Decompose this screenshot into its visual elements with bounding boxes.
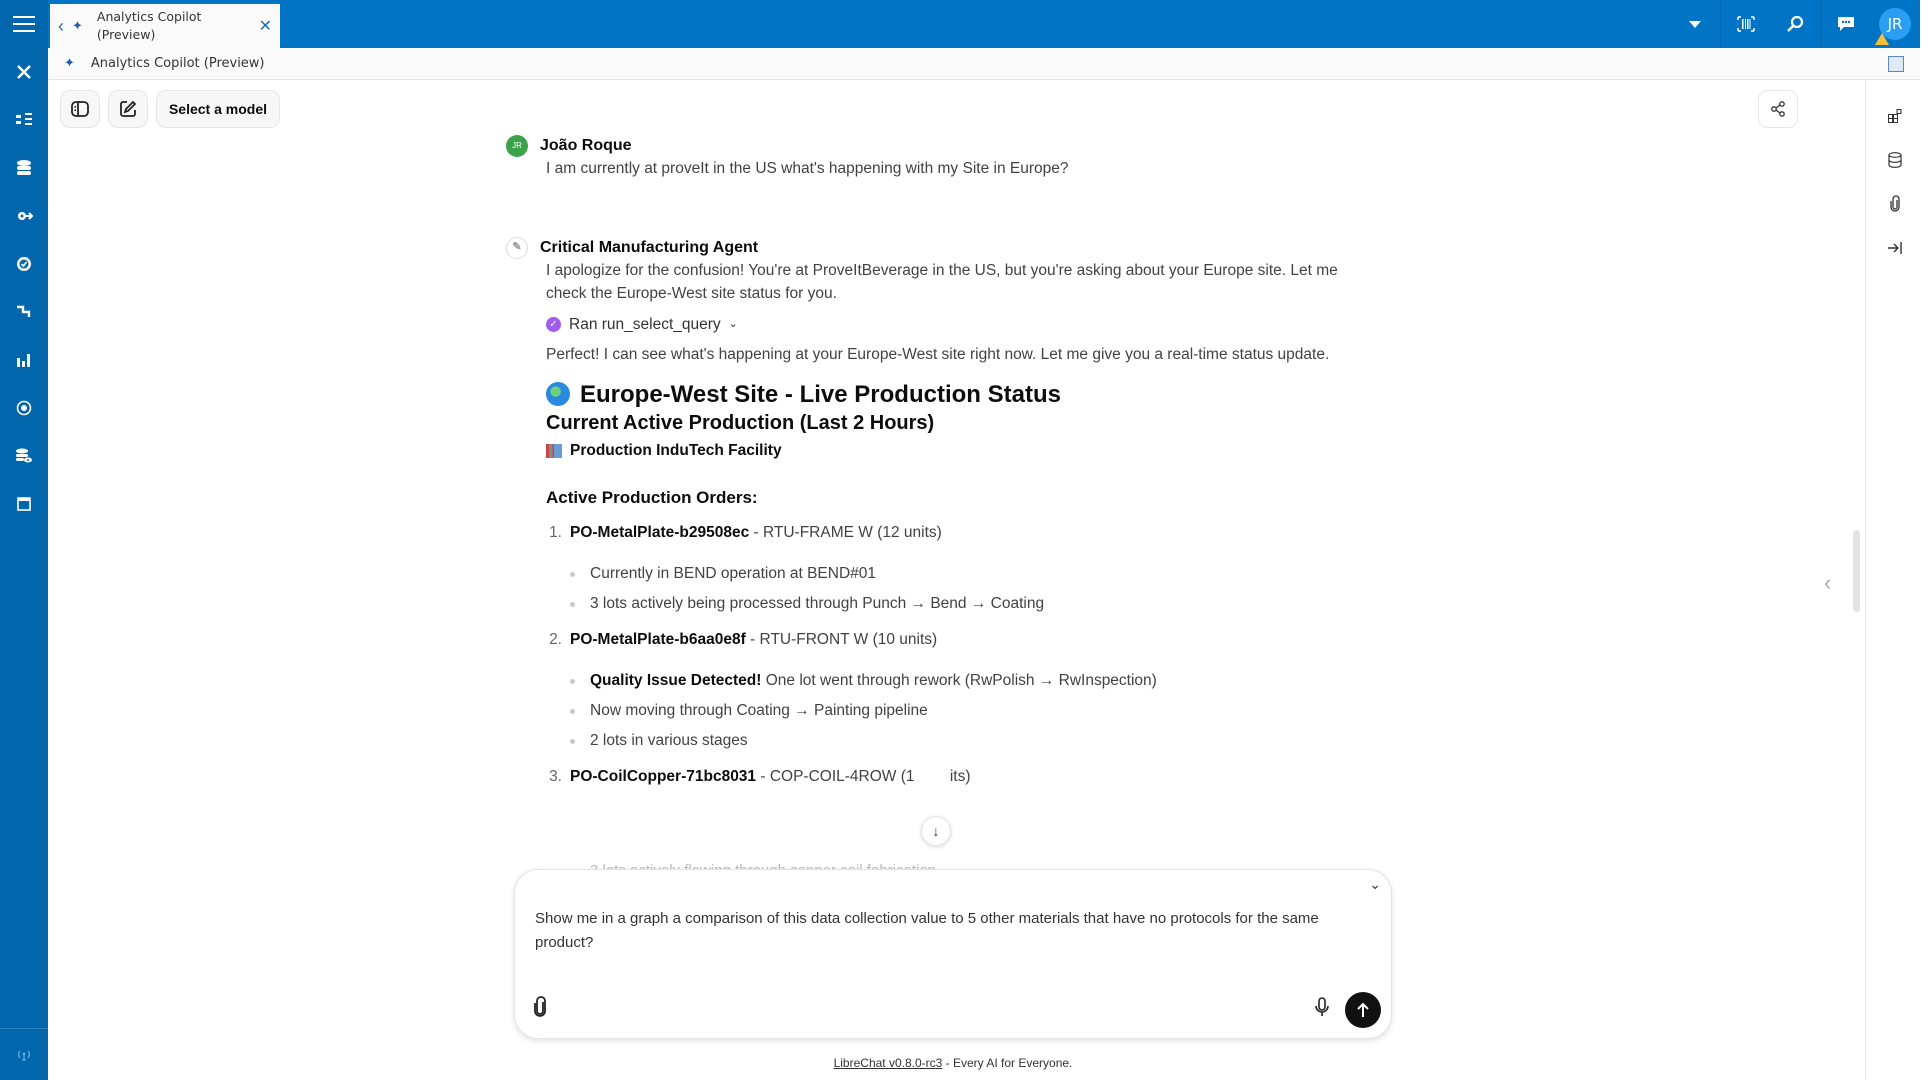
sparkle-icon: ✦ <box>72 18 83 33</box>
scrollbar-thumb[interactable] <box>1853 530 1860 612</box>
list-item <box>568 729 1348 752</box>
expand-panel-handle[interactable]: ‹ <box>1824 570 1832 595</box>
message-input[interactable]: Show me in a graph a comparison of this data collection value to 5 other materials that have no protocols for the same product? <box>535 910 1319 951</box>
chevron-left-icon[interactable]: ‹ <box>58 15 64 36</box>
order-id: PO-MetalPlate-b29508ec <box>570 524 750 541</box>
list-item <box>568 669 1348 692</box>
send-button[interactable] <box>1345 992 1381 1028</box>
list-item <box>568 562 1348 585</box>
share-button[interactable] <box>1758 90 1798 128</box>
user-name: João Roque <box>540 137 632 154</box>
nav-steps[interactable] <box>0 288 48 336</box>
arrow-down-icon: ↓ <box>932 823 940 839</box>
facility-label <box>546 439 1348 462</box>
database-icon <box>1888 152 1902 168</box>
sidebar-icon <box>71 101 89 117</box>
site-heading <box>546 382 1348 406</box>
librechat-link[interactable]: LibreChat v0.8.0-rc3 <box>833 1056 943 1070</box>
bullet-bold: Quality Issue Detected! <box>590 672 762 689</box>
new-chat-button[interactable] <box>108 90 148 128</box>
order-item <box>546 765 1348 788</box>
antenna-icon <box>17 1049 31 1061</box>
check-circle-icon: ✓ <box>546 317 561 332</box>
list-item <box>568 699 1348 722</box>
message-composer <box>514 869 1392 1039</box>
top-bar <box>0 0 1920 48</box>
arrow-up-icon <box>1356 1002 1370 1018</box>
user-menu-button[interactable] <box>1870 0 1920 48</box>
tool-call-toggle[interactable] <box>546 313 1348 336</box>
share-icon <box>1770 101 1786 117</box>
factory-icon <box>546 444 562 458</box>
attachments-button[interactable] <box>1866 182 1922 226</box>
select-model-button[interactable]: Select a model <box>156 90 280 128</box>
conversation <box>508 134 1348 788</box>
badge-check-icon <box>16 256 32 272</box>
order-number: 2. <box>549 631 562 648</box>
order-number: 3. <box>549 768 562 785</box>
voice-input-button[interactable] <box>1315 997 1329 1022</box>
footer-text: - Every AI for Everyone. <box>942 1056 1073 1070</box>
nav-tools[interactable] <box>0 48 48 96</box>
search-button[interactable] <box>1770 0 1820 48</box>
dropdown-button[interactable] <box>1670 0 1720 48</box>
agent-message <box>508 236 1348 788</box>
tab-title: Analytics Copilot (Preview) <box>96 9 202 42</box>
search-icon <box>1786 15 1804 33</box>
globe-icon <box>546 382 570 406</box>
top-actions <box>1670 0 1920 48</box>
chat-icon <box>1837 16 1855 32</box>
gear-arrow-icon <box>16 208 32 224</box>
bullet-text: One lot went through rework (RwPolish → RwInspection) <box>761 672 1157 689</box>
site-heading-text: Europe-West Site - Live Production Status <box>580 380 1061 408</box>
left-nav <box>0 48 48 1080</box>
paperclip-icon <box>1889 196 1901 212</box>
barcode-scan-button[interactable] <box>1720 0 1770 48</box>
paperclip-icon <box>533 997 547 1017</box>
database-icon <box>17 160 31 176</box>
bullet-text: 3 lots actively being processed through Punch → Bend → Coating <box>590 595 1045 612</box>
nav-reports[interactable] <box>0 336 48 384</box>
avatar-initials: JR <box>1887 15 1903 33</box>
bullet-text: Now moving through Coating → Painting pipeline <box>590 702 928 719</box>
agent-name: Critical Manufacturing Agent <box>540 239 759 256</box>
order-number: 1. <box>549 524 562 541</box>
chat-button[interactable] <box>1820 0 1870 48</box>
toggle-sidebar-button[interactable] <box>60 90 100 128</box>
nav-integration[interactable] <box>0 192 48 240</box>
bar-chart-icon <box>17 353 31 367</box>
scroll-to-bottom-button[interactable] <box>921 816 951 846</box>
microphone-icon <box>1315 997 1329 1017</box>
tools-icon <box>16 64 32 80</box>
sparkle-icon: ✦ <box>64 56 75 71</box>
user-message-text: I am currently at proveIt in the US what's happening with my Site in Europe? <box>546 160 1069 177</box>
order-id: PO-CoilCopper-71bc8031 <box>570 768 757 785</box>
window-icon <box>17 497 31 511</box>
edit-icon <box>119 100 137 118</box>
order-details <box>568 669 1348 752</box>
database-eye-icon <box>16 448 32 464</box>
avatar <box>1879 8 1911 40</box>
order-desc: - COP-COIL-4ROW (1 its) <box>756 768 971 785</box>
collapse-panel-button[interactable] <box>1866 226 1922 270</box>
right-side-panel <box>1865 80 1922 1080</box>
page-title: Analytics Copilot (Preview) <box>90 56 265 71</box>
steps-icon <box>16 305 32 319</box>
order-item <box>546 521 1348 544</box>
arrow-right-to-line-icon <box>1887 241 1903 255</box>
widgets-icon <box>1888 109 1902 123</box>
bullet-text: Currently in BEND operation at BEND#01 <box>590 565 877 582</box>
hierarchy-icon <box>16 113 32 127</box>
user-message <box>508 134 1348 180</box>
order-id: PO-MetalPlate-b6aa0e8f <box>570 631 746 648</box>
hamburger-icon <box>13 15 35 33</box>
collapse-composer-button[interactable]: ⌄ <box>1369 876 1381 892</box>
nav-hierarchy[interactable] <box>0 96 48 144</box>
nav-target[interactable] <box>0 384 48 432</box>
list-item <box>568 592 1348 615</box>
download-icon[interactable] <box>1888 56 1904 72</box>
agent-feather-icon: ✎ <box>506 237 528 259</box>
section-heading: Current Active Production (Last 2 Hours) <box>546 412 935 434</box>
tool-call-label: Ran run_select_query <box>569 316 721 333</box>
orders-heading: Active Production Orders: <box>546 488 758 507</box>
page-header <box>48 48 1920 80</box>
nav-quality[interactable] <box>0 240 48 288</box>
user-avatar: JR <box>506 135 528 157</box>
order-desc: - RTU-FRAME W (12 units) <box>749 524 942 541</box>
nav-database[interactable] <box>0 144 48 192</box>
widgets-button[interactable] <box>1866 94 1922 138</box>
facility-text: Production InduTech Facility <box>570 442 782 459</box>
caret-down-icon <box>1689 21 1701 28</box>
attach-button[interactable] <box>533 997 547 1022</box>
bullet-text: 2 lots in various stages <box>590 732 748 749</box>
database-button[interactable] <box>1866 138 1922 182</box>
barcode-icon <box>1737 16 1755 32</box>
nav-window[interactable] <box>0 480 48 528</box>
order-desc: - RTU-FRONT W (10 units) <box>745 631 938 648</box>
agent-after-tool: Perfect! I can see what's happening at your Europe-West site right now. Let me give you a real-time status update. <box>546 346 1330 363</box>
close-tab-button[interactable]: ✕ <box>258 18 272 35</box>
order-details <box>568 562 1348 615</box>
tab-analytics-copilot[interactable] <box>50 4 280 48</box>
footer <box>514 1056 1392 1070</box>
agent-intro: I apologize for the confusion! You're at ProveItBeverage in the US, but you're asking about your Europe site. Let me check the Europe-West site status for you. <box>546 262 1338 302</box>
warning-icon <box>1875 33 1889 45</box>
order-item <box>546 628 1348 651</box>
chevron-down-icon: ⌄ <box>728 318 738 330</box>
nav-data-view[interactable] <box>0 432 48 480</box>
connection-status[interactable] <box>0 1028 48 1080</box>
target-icon <box>16 400 32 416</box>
menu-button[interactable] <box>0 0 48 48</box>
